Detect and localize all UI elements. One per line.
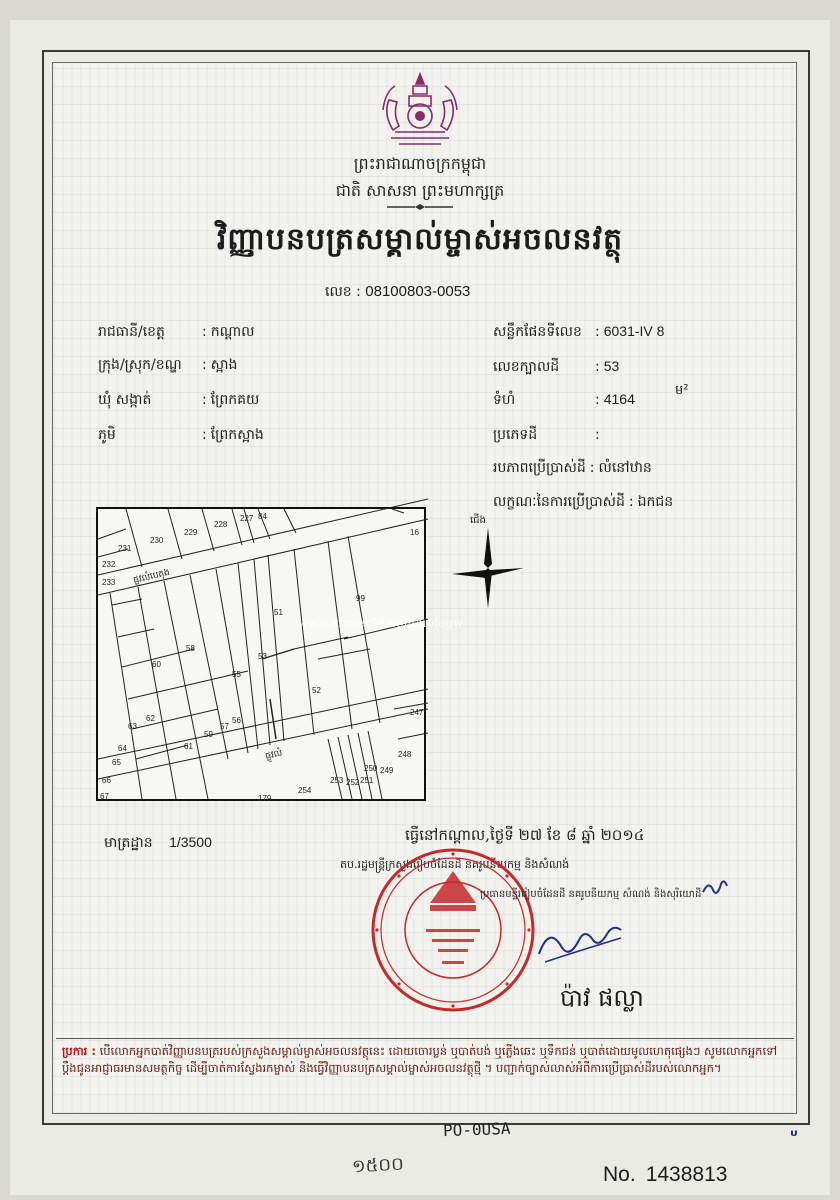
province-value: កណ្ដាល: [210, 323, 255, 339]
land-use-label: របភាពប្រើប្រាស់ដី: [493, 460, 586, 476]
road-label-2: ផ្លូវលំ: [264, 748, 284, 762]
note-divider: [56, 1038, 794, 1039]
parcel-label: 247: [410, 708, 424, 717]
commune-value: ព្រែកគយ: [210, 391, 260, 407]
land-use-character-value: ឯកជន: [637, 494, 674, 510]
village-value: ព្រែកស្អាង: [210, 426, 264, 442]
issue-date: ធ្វើនៅកណ្ដាល,ថ្ងៃទី ២៧ ខែ ៨ ឆ្នាំ ២០១៤: [405, 826, 645, 844]
parcel-label: 67: [100, 792, 109, 801]
parcel-label: 57: [220, 722, 229, 731]
serial-value: 1438813: [645, 1163, 728, 1186]
parcel-label: 227: [240, 514, 254, 523]
certificate-number: [325, 282, 470, 303]
serial-label: No.: [603, 1163, 636, 1186]
north-label: ជើង: [470, 515, 486, 526]
signature-icon: [535, 918, 625, 966]
province-label: រាជធានី/ខេត្ត: [98, 324, 165, 340]
signer-name: ប៉ាវ ផល្លា: [560, 984, 644, 1012]
parcel-label: 65: [112, 758, 121, 767]
parcel-label: 252: [346, 778, 360, 787]
parcel-label: 58: [186, 644, 195, 653]
land-type-field: ប្រភេទដី :: [493, 425, 604, 446]
map-sheet-field: សន្លឹកផែនទីលេខ : 6031-IV 8: [493, 322, 664, 343]
initial-mark-icon: [700, 876, 730, 898]
parcel-label: 229: [184, 528, 198, 537]
land-use-value: លំនៅឋាន: [598, 460, 652, 476]
parcel-label: 253: [330, 776, 344, 785]
parcel-label: 232: [102, 560, 116, 569]
parcel-number-field: លេខក្បាលដី : 53: [493, 357, 619, 378]
handwritten-mark: ᶸ: [790, 1126, 798, 1147]
parcel-label: 231: [118, 544, 132, 553]
parcel-label: 99: [356, 594, 365, 603]
village-field: ភូមិ : ព្រែកស្អាង: [98, 425, 264, 446]
legal-note: [62, 1043, 782, 1077]
map-scale: [104, 833, 212, 854]
village-label: ភូមិ: [98, 427, 116, 443]
area-label: ទំហំ: [493, 392, 516, 408]
on-behalf-line: តប.រដ្ឋមន្ត្រីក្រសួងរៀបចំដែនដី នគរូបនីយកម្ម និងសំណង់: [340, 858, 570, 871]
certificate-number-value: 08100803-0053: [365, 283, 471, 300]
land-use-character-label: លក្ខណៈនៃការប្រើប្រាស់ដី: [493, 494, 625, 510]
parcel-label: 62: [146, 714, 155, 723]
handwritten-number: ១៥០០: [351, 1153, 405, 1178]
parcel-label: 55: [232, 670, 241, 679]
parcel-label: 52: [312, 686, 321, 695]
handwritten-code: PO-0USA: [442, 1118, 511, 1141]
parcel-label: 251: [360, 776, 374, 785]
parcel-label: 233: [102, 578, 116, 587]
land-use-character-field: លក្ខណៈនៃការប្រើប្រាស់ដី : ឯកជន: [493, 492, 673, 513]
parcel-label: 248: [398, 750, 412, 759]
seal-caption: ប្រធានមន្ទីររៀបចំដែនដី នគរូបនីយកម្ម សំណង់ និងសុរិយោដី: [480, 889, 702, 900]
parcel-label: 51: [274, 608, 283, 617]
land-type-label: ប្រភេទដី: [493, 427, 538, 443]
parcel-label: 53: [258, 652, 267, 661]
parcel-number-value: 53: [603, 358, 620, 374]
commune-field: ឃុំ សង្កាត់ : ព្រែកគយ: [98, 390, 259, 411]
official-seal-icon: [368, 845, 538, 1015]
map-sheet-label: សន្លឹកផែនទីលេខ: [493, 324, 582, 340]
national-motto: ជាតិ សាសនា ព្រះមហាក្សត្រ: [335, 181, 505, 200]
parcel-label: 56: [232, 716, 241, 725]
parcel-label: 64: [118, 744, 127, 753]
cadastral-map-drawing: [98, 509, 464, 803]
parcel-label: 66: [102, 776, 111, 785]
cadastral-map: [96, 507, 464, 803]
kingdom-name: ព្រះរាជាណាចក្រកម្ពុជា: [353, 154, 487, 173]
scale-value: 1/3500: [169, 834, 212, 850]
map-watermark: www.khmer24.com/ublagw: [298, 616, 464, 630]
parcel-label: 59: [204, 730, 213, 739]
parcel-label: 249: [380, 766, 394, 775]
parcel-number-label: លេខក្បាលដី: [493, 359, 560, 375]
parcel-label: 254: [298, 786, 312, 795]
parcel-label: 84: [258, 512, 267, 521]
scale-label: មាត្រដ្ឋាន: [104, 835, 153, 851]
certificate-number-label: លេខ :: [325, 284, 361, 300]
parcel-label: 250: [364, 764, 378, 773]
district-label: ក្រុង/ស្រុក/ខណ្ឌ: [98, 357, 182, 373]
parcel-label: 60: [152, 660, 161, 669]
legal-note-text: បើលោកអ្នកបាត់វិញ្ញាបនបត្ររបស់ក្រសួងសម្គាល់ម្ចាស់អចលនវត្ថុនេះ ដោយចោរប្លន់ ឬបាត់បង់ ឬភ្លើងឆេះ ឬទឹកជន់ ឬបាត់ដោយមូលហេតុផ្សេងៗ សូមលោកអ្នកទៅប្ដឹងជូនអាជ្ញាធរមានសមត្ថកិច្ច ដើម្បីចាត់ការស្វែងរកម្ចាស់ និងធ្វើវិញ្ញាបនបត្រសម្គាល់ម្ចាស់អចលនវត្ថុថ្មី ។ បញ្ជាក់ច្បាស់លាស់អំពីការប្រើប្រាស់ដីរបស់លោកអ្នក។: [62, 1044, 778, 1075]
parcel-label: 63: [128, 722, 137, 731]
district-value: ស្អាង: [210, 356, 238, 372]
royal-emblem-icon: [375, 70, 465, 148]
document-title: វិញ្ញាបនបត្រសម្គាល់ម្ចាស់អចលនវត្ថុ: [216, 222, 624, 257]
area-field: ទំហំ : 4164: [493, 390, 635, 411]
parcel-label: 230: [150, 536, 164, 545]
road-label-1: ផ្លូវលំបេតុង: [132, 567, 171, 586]
land-use-field: របភាពប្រើប្រាស់ដី : លំនៅឋាន: [493, 458, 652, 479]
serial-number: [603, 1163, 727, 1187]
province-field: រាជធានី/ខេត្ត : កណ្ដាល: [98, 322, 254, 343]
legal-note-label: ប្រការ :: [62, 1044, 96, 1058]
area-unit: ម²: [675, 383, 689, 398]
parcel-label: 179: [258, 794, 272, 803]
district-field: ក្រុង/ស្រុក/ខណ្ឌ : ស្អាង: [98, 355, 237, 376]
commune-label: ឃុំ សង្កាត់: [98, 392, 152, 408]
north-arrow-icon: [452, 528, 524, 608]
parcel-label: 228: [214, 520, 228, 529]
parcel-label: 61: [184, 742, 193, 751]
parcel-label: 16: [410, 528, 419, 537]
map-sheet-value: 6031-IV 8: [603, 323, 665, 339]
area-value: 4164: [603, 391, 635, 407]
ornament-divider-icon: [385, 203, 455, 211]
